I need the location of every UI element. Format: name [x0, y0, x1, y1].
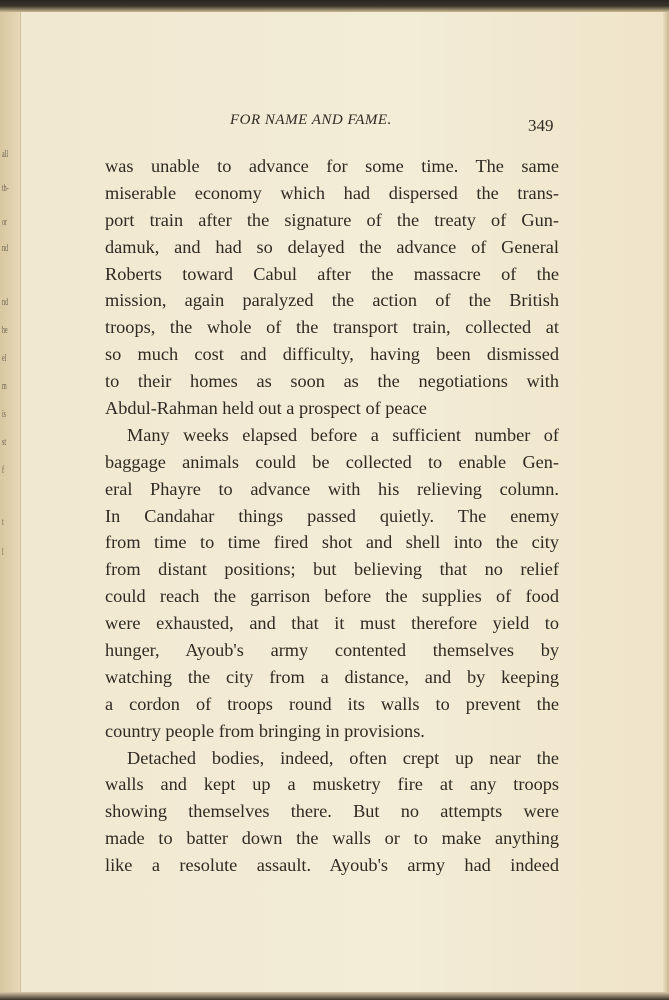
text-line: Many weeks elapsed before a sufficient number of	[127, 424, 559, 445]
text-line: was unable to advance for some time. The same	[105, 156, 559, 176]
text-line: damuk, and had so delayed the advance of General	[105, 236, 559, 257]
text-line: watching the city from a distance, and by keeping	[105, 666, 559, 687]
bleed-text: all	[2, 149, 8, 160]
running-title: FOR NAME AND FAME.	[230, 112, 392, 128]
text-line: eral Phayre to advance with his relieving column.	[105, 478, 559, 499]
text-line: Abdul-Rahman held out a prospect of peace	[105, 398, 427, 419]
page-bottom-edge	[0, 992, 669, 1000]
text-line: Detached bodies, indeed, often crept up near the	[127, 747, 559, 768]
text-line: from distant positions; but believing that no relief	[105, 559, 559, 580]
text-line: from time to time fired shot and shell into the city	[105, 532, 559, 553]
page-top-edge	[0, 0, 669, 12]
text-line: to their homes as soon as the negotiations with	[105, 371, 559, 392]
text-line: could reach the garrison before the supplies of food	[105, 586, 559, 607]
bleed-text: t	[2, 517, 4, 528]
text-line: hunger, Ayoub's army contented themselves by	[105, 640, 559, 661]
body-text	[105, 153, 559, 879]
text-line: so much cost and difficulty, having been dismissed	[105, 344, 559, 365]
bleed-text: l	[2, 547, 4, 558]
text-line: miserable economy which had dispersed the trans-	[105, 182, 559, 203]
text-line: like a resolute assault. Ayoub's army had indeed	[105, 855, 559, 876]
text-line: baggage animals could be collected to enable Gen-	[105, 451, 559, 472]
text-line: In Candahar things passed quietly. The enemy	[105, 505, 559, 526]
bleed-text: is	[2, 409, 7, 420]
bleed-text: he	[2, 325, 8, 336]
page-right-edge	[663, 12, 669, 1000]
text-line: made to batter down the walls or to make anything	[105, 828, 559, 849]
text-line: mission, again paralyzed the action of the British	[105, 290, 559, 311]
text-line: country people from bringing in provisions.	[105, 720, 425, 741]
text-line: port train after the signature of the treaty of Gun-	[105, 209, 559, 230]
text-line: Roberts toward Cabul after the massacre of the	[105, 263, 559, 284]
text-line: showing themselves there. But no attempts were	[105, 801, 559, 822]
text-line: were exhausted, and that it must therefore yield to	[105, 613, 559, 634]
page-number: 349	[528, 116, 554, 135]
bleed-text: th-	[2, 183, 9, 194]
bleed-text: m	[2, 381, 7, 392]
bleed-text: or	[2, 217, 8, 228]
text-line: a cordon of troops round its walls to prevent the	[105, 693, 559, 714]
bleed-text: nd	[2, 243, 8, 254]
text-line: troops, the whole of the transport train, collected at	[105, 317, 559, 338]
bleed-text: nd	[2, 297, 8, 308]
text-line: walls and kept up a musketry fire at any troops	[105, 774, 559, 795]
bleed-text: st	[2, 437, 7, 448]
bleed-text: f	[2, 465, 5, 476]
bleed-text: el	[2, 353, 7, 364]
left-margin-bleedthrough	[0, 12, 21, 1000]
